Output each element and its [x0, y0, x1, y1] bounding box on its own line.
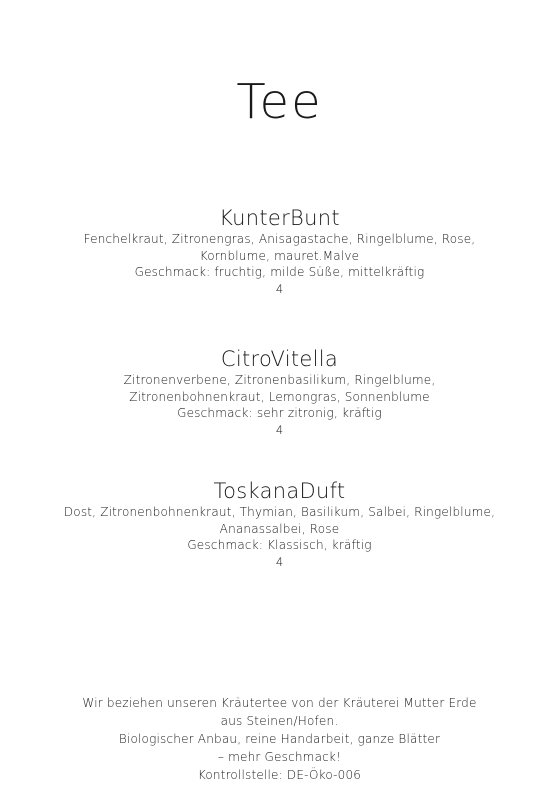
tea-item-citrovitella: [0, 346, 559, 438]
tea-item-toskanaduft: [0, 478, 559, 570]
tea-price: 4: [275, 422, 284, 437]
tea-ingredients-line-2: Ananassalbei, Rose: [219, 521, 340, 536]
tea-taste: Geschmack: Klassisch, kräftig: [187, 538, 372, 552]
tea-price: 4: [275, 554, 284, 569]
page-title: Tee: [236, 74, 323, 130]
tea-ingredients-line-2: Kornblume, mauret.Malve: [199, 248, 360, 263]
tea-name: KunterBunt: [219, 206, 340, 230]
supplier-note-line-2: aus Steinen/Hofen.: [220, 714, 339, 728]
tea-price: 4: [275, 281, 284, 296]
supplier-note-line-4: – mehr Geschmack!: [217, 750, 342, 764]
supplier-note: [0, 694, 559, 784]
tea-ingredients-line-2: Zitronenbohnenkraut, Lemongras, Sonnenblume: [129, 389, 430, 404]
tea-ingredients-line-1: Fenchelkraut, Zitronengras, Anisagastache, Ringelblume, Rose,: [83, 232, 476, 246]
supplier-note-line-1: Wir beziehen unseren Kräutertee von der Kräuterei Mutter Erde: [82, 696, 477, 710]
tea-name: ToskanaDuft: [213, 479, 346, 503]
tea-ingredients-line-1: Zitronenverbene, Zitronenbasilikum, Ringelblume,: [123, 373, 436, 387]
control-authority: Kontrollstelle: DE-Öko-006: [197, 768, 362, 782]
tea-taste: Geschmack: sehr zitronig, kräftig: [177, 406, 382, 420]
supplier-note-line-3: Biologischer Anbau, reine Handarbeit, ganze Blätter: [118, 732, 441, 746]
tea-item-kunterbunt: [0, 205, 559, 297]
tea-name: CitroVitella: [220, 347, 339, 371]
tea-ingredients-line-1: Dost, Zitronenbohnenkraut, Thymian, Basilikum, Salbei, Ringelblume,: [63, 505, 496, 519]
tea-taste: Geschmack: fruchtig, milde Süße, mittelkräftig: [134, 265, 425, 279]
